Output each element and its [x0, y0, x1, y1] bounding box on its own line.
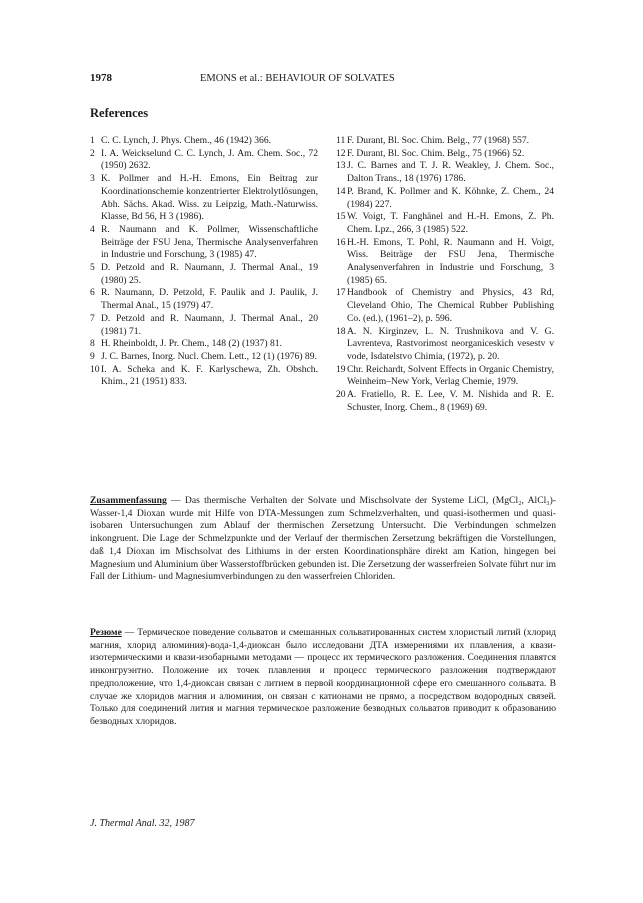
- reference-text: F. Durant, Bl. Soc. Chim. Belg., 77 (1968) 557.: [347, 135, 530, 146]
- reference-number: 8: [90, 338, 95, 350]
- reference-text: K. Pollmer and H.-H. Emons, Ein Beitrag zur Koordinationschemie konzentrierter Elektrolytlösungen, Abh. Sächs. Akad. Wiss. zu Leipzig, Math.-Naturwiss. Klasse, Bd 56, H 3 (1986).: [101, 173, 318, 223]
- reference-text: A. N. Kirginzev, L. N. Trushnikova and V. G. Lavrenteva, Rastvorimost neorganiceskich vesestv v vode, Isdatelstvo Chimia, (1972), p. 20.: [347, 325, 554, 362]
- reference-text: D. Petzold and R. Naumann, J. Thermal Anal., 19 (1980) 25.: [101, 262, 318, 286]
- reference-item: [336, 364, 554, 389]
- reference-item: [336, 287, 554, 325]
- abstract-russian-text: — Термическое поведение сольватов и смешанных сольватированных систем хлористый литий (хлорид магния, хлорид алюминия)-вода-1,4-диоксан было исследовани ДТА измерениями их плавления, а квази-изотермическими и квази-изобарными методами — процесс их термического разложения. Соединения плавятся инконгруэнтно. Положение их точек плавления и процесс термического разложения подтверждают предположение, что 1,4-диоксан связан с литием в первой координационной сфере его смешанного сольвата. В случае же хлоридов магния и алюминия, он связан с катионами не прямо, а посредством водородных связей. Только для соединений лития и магния термическое разложение безводных сольватов приводит к образованию безводных хлоридов.: [90, 627, 556, 727]
- references-left-column: [90, 135, 318, 389]
- reference-text: W. Voigt, T. Fanghänel and H.-H. Emons, Z. Ph. Chem. Lpz., 266, 3 (1985) 522.: [347, 211, 554, 235]
- reference-number: 1: [90, 135, 95, 146]
- reference-number: 10: [90, 363, 100, 375]
- reference-item: [90, 224, 318, 262]
- journal-footer: J. Thermal Anal. 32, 1987: [90, 818, 195, 829]
- reference-text: R. Naumann, D. Petzold, F. Paulik and J. Paulik, J. Thermal Anal., 15 (1979) 47.: [101, 287, 318, 312]
- reference-item: [90, 364, 318, 389]
- reference-item: [336, 211, 554, 236]
- reference-text: H. Rheinboldt, J. Pr. Chem., 148 (2) (1937) 81.: [101, 338, 282, 350]
- reference-number: 17: [336, 287, 346, 299]
- reference-number: 3: [90, 173, 95, 185]
- reference-item: [336, 160, 554, 185]
- reference-text: H.-H. Emons, T. Pohl, R. Naumann and H. Voigt, Wiss. Beiträge der FSU Jena, Thermische Analysenverfahren in Industrie und Forschung, 3 (1985) 65.: [347, 236, 554, 286]
- reference-item: [90, 173, 318, 224]
- reference-text: Handbook of Chemistry and Physics, 43 Rd, Cleveland Ohio, The Chemical Rubber Publishing Co. (ed.), (1961–2), p. 596.: [347, 287, 554, 324]
- reference-number: 2: [90, 147, 95, 159]
- reference-number: 19: [336, 363, 346, 375]
- reference-number: 16: [336, 236, 346, 248]
- reference-item: [336, 237, 554, 288]
- reference-number: 7: [90, 312, 95, 324]
- running-title: EMONS et al.: BEHAVIOUR OF SOLVATES: [200, 73, 395, 84]
- reference-number: 12: [336, 147, 346, 159]
- reference-item: [90, 148, 318, 173]
- reference-number: 14: [336, 185, 346, 197]
- abstract-german-text: — Das thermische Verhalten der Solvate und Mischsolvate der Systeme LiCl, (MgCl₂, AlCl₃)-Wasser-1,4 Dioxan wurde mit Hilfe von DTA-Messungen zum Schmelzverhalten, und quasi-isothermen und quasi-isobaren Untersuchungen zum Ablauf der thermischen Zersetzung Untersucht. Die Verbindungen schmelzen inkongruent. Die Lage der Schmelzpunkte und der Verlauf der thermischen Zersetzung bekräftigen die Vorstellungen, daß 1,4 Dioxan im Mischsolvat des Lithiums in der ersten Koordinationsphäre direkt am Kation, hingegen bei Magnesium und Aluminium über Wasserstoffbrücken gebunden ist. Die Zersetzung der wasserfreien Solvate führt nur im Fall der Lithium- und Magnesiumverbindungen zu den wasserfreien Chloriden.: [90, 495, 556, 583]
- reference-number: 9: [90, 350, 95, 362]
- reference-item: [90, 351, 318, 364]
- reference-item: [90, 262, 318, 287]
- references-heading: References: [90, 106, 149, 120]
- reference-item: [90, 287, 318, 312]
- reference-number: 6: [90, 287, 95, 299]
- reference-text: P. Brand, K. Pollmer and K. Köhnke, Z. Chem., 24 (1984) 227.: [347, 185, 554, 210]
- reference-text: R. Naumann and K. Pollmer, Wissenschaftliche Beiträge der FSU Jena, Thermische Analysenverfahren in Industrie und Forschung, 3 (1985) 47.: [101, 223, 318, 261]
- reference-number: 20: [336, 389, 346, 401]
- abstract-german-label: Zusammenfassung: [90, 495, 167, 506]
- page-number: 1978: [90, 72, 112, 84]
- reference-text: I. A. Weickselund C. C. Lynch, J. Am. Chem. Soc., 72 (1950) 2632.: [101, 147, 318, 172]
- reference-text: D. Petzold and R. Naumann, J. Thermal Anal., 20 (1981) 71.: [101, 312, 318, 337]
- reference-item: [336, 148, 554, 161]
- reference-text: F. Durant, Bl. Soc. Chim. Belg., 75 (1966) 52.: [347, 147, 525, 159]
- reference-text: A. Fratiello, R. E. Lee, V. M. Nishida and R. E. Schuster, Inorg. Chem., 8 (1969) 69.: [347, 389, 554, 413]
- reference-number: 11: [336, 135, 346, 146]
- reference-item: [90, 135, 318, 148]
- reference-number: 18: [336, 325, 346, 337]
- reference-text: J. C. Barnes, Inorg. Nucl. Chem. Lett., 12 (1) (1976) 89.: [101, 350, 317, 362]
- abstract-german: [90, 495, 556, 584]
- reference-item: [336, 389, 554, 414]
- abstract-russian-label: Резюме: [90, 627, 122, 638]
- reference-number: 13: [336, 160, 346, 172]
- reference-number: 15: [336, 211, 346, 223]
- reference-item: [336, 135, 554, 148]
- reference-text: J. C. Barnes and T. J. R. Weakley, J. Chem. Soc., Dalton Trans., 18 (1976) 1786.: [347, 160, 554, 185]
- references-right-column: [336, 135, 554, 414]
- reference-item: [90, 313, 318, 338]
- abstract-russian: [90, 627, 556, 729]
- reference-text: C. C. Lynch, J. Phys. Chem., 46 (1942) 366.: [101, 135, 272, 146]
- reference-number: 4: [90, 223, 95, 235]
- reference-text: Chr. Reichardt, Solvent Effects in Organic Chemistry, Weinheim–New York, Verlag Chemie, 1979.: [347, 363, 554, 388]
- reference-text: I. A. Scheka and K. F. Karlyschewa, Zh. Obshch. Khim., 21 (1951) 833.: [101, 363, 318, 388]
- reference-item: [336, 186, 554, 211]
- reference-item: [90, 338, 318, 351]
- reference-number: 5: [90, 262, 95, 274]
- reference-item: [336, 326, 554, 364]
